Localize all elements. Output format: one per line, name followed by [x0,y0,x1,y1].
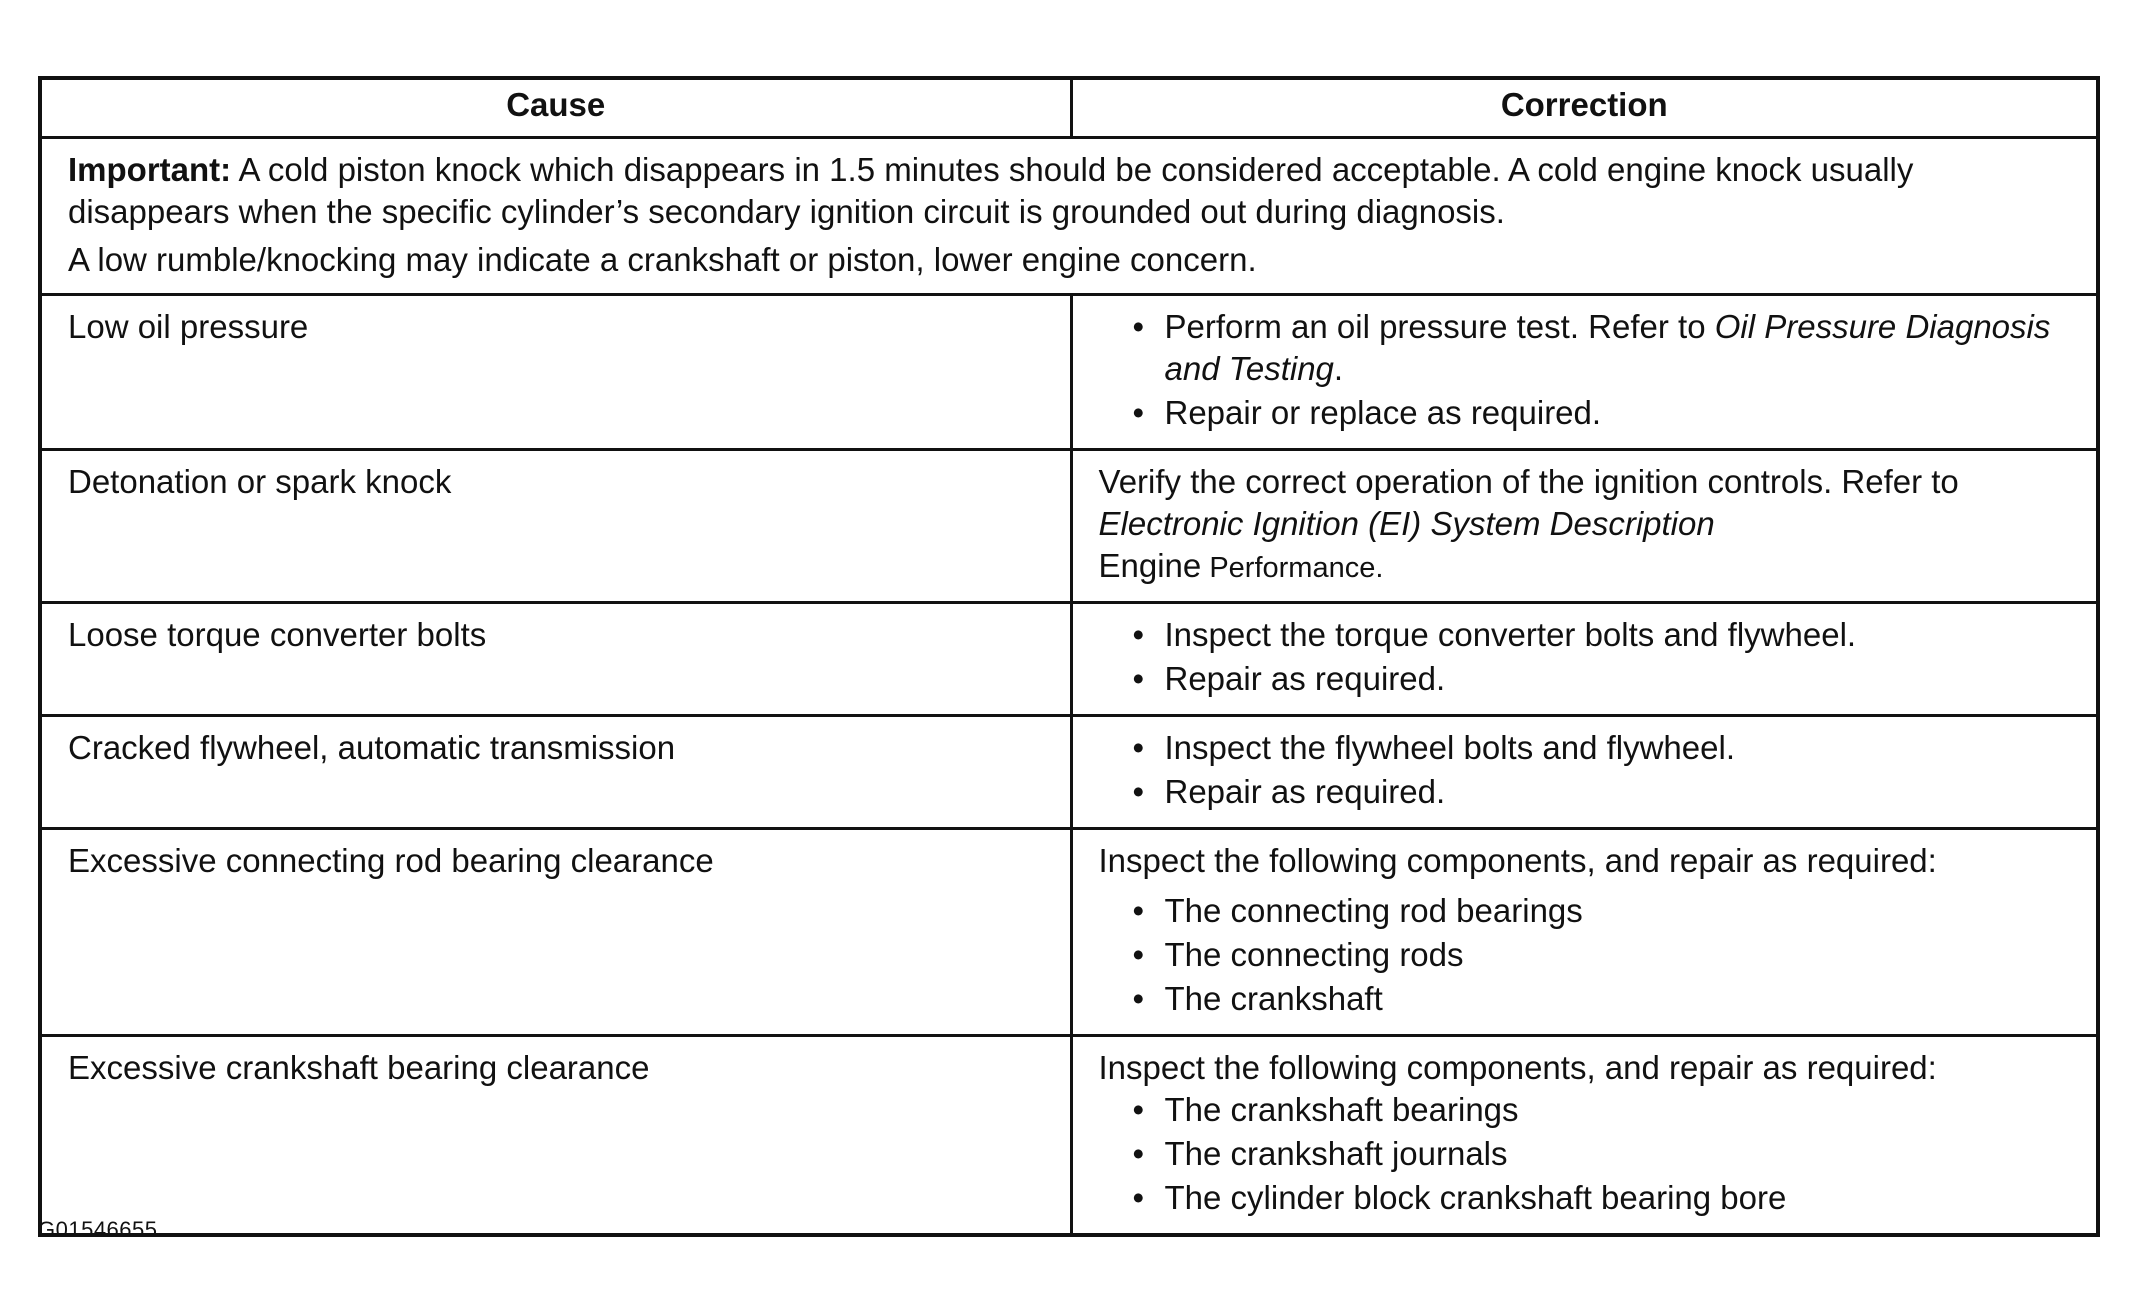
list-item: • Repair as required. [1099,658,2079,700]
important-note-row [40,138,2098,295]
important-note-paragraph [68,149,2078,233]
performance-word: Performance. [1201,552,1384,584]
list-item: • The cylinder block crankshaft bearing bore [1099,1177,2079,1219]
correction-cell [1071,295,2098,450]
correction-list [1099,306,2079,434]
correction-text-tail [1099,545,2079,589]
correction-cell [1071,829,2098,1036]
header-correction: Correction [1071,78,2098,138]
table-row [40,716,2098,829]
correction-cell [1071,603,2098,716]
table-row [40,603,2098,716]
important-text: A cold piston knock which disappears in 1.5 minutes should be considered acceptable. A cold engine knock usually disappears when the specific cylinder’s secondary ignition circuit is grounded out during diagnosis. [68,151,1914,230]
correction-list [1099,1089,2079,1219]
figure-id: G01546655 [38,1217,158,1242]
cause-cell: Excessive connecting rod bearing clearance [40,829,1071,1036]
reference-link-oil-pressure[interactable]: Oil Pressure Diagnosis and Testing [1164,308,2051,387]
cause-cell: Loose torque converter bolts [40,603,1071,716]
header-cause: Cause [40,78,1071,138]
correction-list [1099,614,2079,700]
table-row [40,450,2098,603]
list-item [1099,306,2079,390]
correction-intro: Inspect the following components, and repair as required: [1098,1049,1937,1086]
correction-cell [1071,716,2098,829]
table-row [40,829,2098,1036]
correction-cell [1071,450,2098,603]
correction-cell [1071,1036,2098,1236]
table-row [40,295,2098,450]
table-row [40,1036,2098,1236]
cause-cell: Low oil pressure [40,295,1071,450]
list-item: • The connecting rod bearings [1099,890,2079,932]
cause-cell: Excessive crankshaft bearing clearance [40,1036,1071,1236]
important-label: Important: [68,151,232,188]
list-item: • The connecting rods [1099,934,2079,976]
cause-cell: Cracked flywheel, automatic transmission [40,716,1071,829]
list-item: • Inspect the flywheel bolts and flywheel. [1099,727,2079,769]
list-item: • The crankshaft journals [1099,1133,2079,1175]
list-item: • The crankshaft bearings [1099,1089,2079,1131]
list-item: • Repair or replace as required. [1099,392,2079,434]
correction-list [1099,727,2079,813]
engine-word: Engine [1098,547,1202,584]
list-item: • Repair as required. [1099,771,2079,813]
reference-link-ignition[interactable]: Electronic Ignition (EI) System Description [1098,505,1715,542]
important-note-second-paragraph: A low rumble/knocking may indicate a crankshaft or piston, lower engine concern. [68,241,1257,278]
correction-intro: Inspect the following components, and repair as required: [1098,842,1937,879]
correction-text: Verify the correct operation of the ignition controls. Refer to [1098,463,1959,500]
list-item-text: Perform an oil pressure test. Refer to [1164,308,1715,345]
engine-knock-diagnosis-table [38,76,2100,1237]
correction-list [1099,890,2079,1020]
cause-cell: Detonation or spark knock [40,450,1071,603]
list-item-text-end: . [1333,350,1344,387]
important-note [40,138,2098,295]
table-header-row [40,78,2098,138]
list-item: • Inspect the torque converter bolts and flywheel. [1099,614,2079,656]
list-item: • The crankshaft [1099,978,2079,1020]
diagnosis-table-container [38,76,2096,1237]
